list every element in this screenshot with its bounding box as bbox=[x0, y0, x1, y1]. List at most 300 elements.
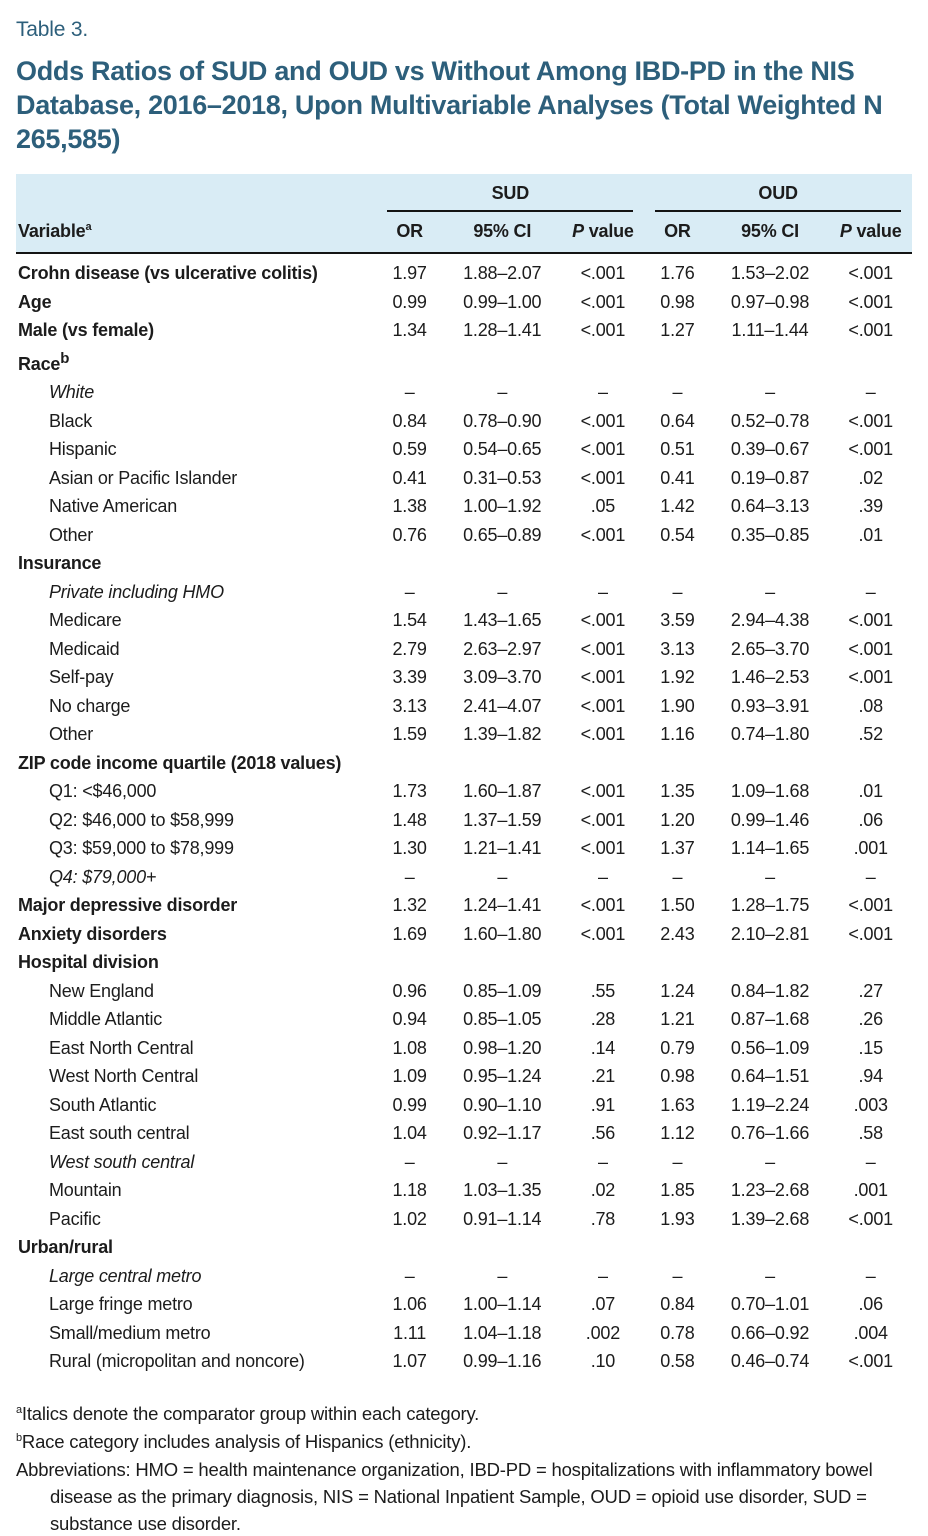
row-label: Q2: $46,000 to $58,999 bbox=[49, 809, 234, 830]
cell-value: <.001 bbox=[848, 895, 893, 915]
group-header-row bbox=[16, 174, 912, 212]
cell-value: 0.78 bbox=[660, 1322, 695, 1343]
cell-value: – bbox=[404, 1265, 415, 1286]
table-row bbox=[16, 464, 912, 493]
table-row bbox=[16, 521, 912, 550]
row-label: Medicaid bbox=[49, 638, 120, 659]
row-label: East North Central bbox=[49, 1037, 194, 1058]
row-label: Age bbox=[18, 291, 52, 312]
cell-value: .26 bbox=[858, 1009, 883, 1029]
cell-value bbox=[711, 345, 830, 379]
cell-value: – bbox=[672, 866, 683, 887]
cell-value bbox=[829, 345, 912, 379]
cell-value: <.001 bbox=[848, 1208, 893, 1229]
cell-value: 1.11–1.44 bbox=[731, 320, 809, 340]
cell-value: 0.92–1.17 bbox=[463, 1123, 542, 1143]
cell-value: <.001 bbox=[580, 809, 626, 830]
row-label: Q1: <$46,000 bbox=[49, 781, 157, 801]
table-header bbox=[16, 174, 912, 253]
cell-value: 0.64–3.13 bbox=[730, 496, 810, 516]
cell-value: .004 bbox=[853, 1322, 888, 1343]
cell-value: 1.24–1.41 bbox=[463, 895, 542, 915]
column-header-oud-pvalue: P value bbox=[829, 212, 912, 253]
cell-value: 2.10–2.81 bbox=[730, 923, 810, 944]
cell-value: 0.64–1.51 bbox=[730, 1066, 810, 1086]
cell-value: 1.93 bbox=[660, 1208, 695, 1229]
row-label: White bbox=[49, 382, 95, 402]
cell-value: 1.00–1.92 bbox=[463, 496, 542, 516]
cell-value: <.001 bbox=[848, 410, 893, 431]
cell-value: 0.85–1.09 bbox=[463, 980, 542, 1001]
column-header-oud-or: OR bbox=[644, 212, 710, 253]
cell-value bbox=[376, 749, 442, 778]
cell-value: <.001 bbox=[580, 467, 626, 488]
cell-value: 0.91–1.14 bbox=[463, 1208, 542, 1229]
column-header-sud-pvalue: P value bbox=[562, 212, 645, 253]
cell-value: 1.39–2.68 bbox=[730, 1208, 810, 1229]
cell-value: .15 bbox=[858, 1037, 883, 1058]
cell-value: .28 bbox=[590, 1009, 616, 1029]
table-row bbox=[16, 920, 912, 949]
cell-value: <.001 bbox=[580, 439, 626, 459]
cell-value: .10 bbox=[590, 1351, 616, 1371]
cell-value: 0.65–0.89 bbox=[463, 524, 542, 545]
cell-value bbox=[711, 749, 830, 778]
cell-value bbox=[443, 549, 562, 578]
cell-value: <.001 bbox=[580, 895, 626, 915]
table-row bbox=[16, 316, 912, 345]
cell-value: 0.31–0.53 bbox=[463, 467, 542, 488]
table-row bbox=[16, 1091, 912, 1120]
cell-value: 0.51 bbox=[660, 439, 695, 459]
cell-value bbox=[376, 948, 442, 977]
cell-value: – bbox=[865, 382, 876, 402]
cell-value: .56 bbox=[590, 1123, 616, 1143]
row-label: South Atlantic bbox=[49, 1094, 157, 1115]
cell-value: .02 bbox=[590, 1180, 616, 1200]
cell-value: 0.90–1.10 bbox=[463, 1094, 542, 1115]
cell-value: 1.14–1.65 bbox=[730, 838, 810, 858]
cell-value: .94 bbox=[858, 1066, 883, 1086]
cell-value: 1.63 bbox=[660, 1094, 695, 1115]
cell-value: .002 bbox=[585, 1322, 621, 1343]
cell-value: 1.06 bbox=[392, 1294, 427, 1314]
cell-value: 0.96 bbox=[392, 980, 427, 1001]
cell-value: 2.79 bbox=[392, 638, 427, 659]
cell-value: 0.64 bbox=[660, 410, 695, 431]
column-header-variable: Variable$^a$ bbox=[16, 212, 376, 253]
cell-value: .06 bbox=[858, 1294, 883, 1314]
cell-value: 0.84 bbox=[660, 1294, 695, 1314]
cell-value: 0.99 bbox=[392, 1094, 427, 1115]
cell-value: 2.65–3.70 bbox=[730, 638, 810, 659]
row-label: Urban/rural bbox=[18, 1237, 113, 1257]
cell-value: .003 bbox=[853, 1094, 888, 1115]
row-label: Black bbox=[49, 410, 93, 431]
group-header-spacer bbox=[16, 174, 376, 212]
cell-value: 1.85 bbox=[660, 1180, 695, 1200]
cell-value: 1.04–1.18 bbox=[463, 1322, 542, 1343]
cell-value: 0.54–0.65 bbox=[463, 439, 542, 459]
table-row bbox=[16, 407, 912, 436]
cell-value: – bbox=[598, 866, 608, 887]
table-row bbox=[16, 1262, 912, 1291]
cell-value: 0.41 bbox=[660, 467, 695, 488]
cell-value: <.001 bbox=[848, 638, 893, 659]
table-row bbox=[16, 948, 912, 977]
row-label: Medicare bbox=[49, 610, 122, 630]
cell-value: 1.28–1.41 bbox=[463, 320, 542, 340]
cell-value: .58 bbox=[858, 1123, 883, 1143]
cell-value bbox=[443, 1233, 562, 1262]
cell-value: – bbox=[865, 1151, 876, 1172]
cell-value: 1.11 bbox=[393, 1322, 427, 1343]
cell-value: 3.39 bbox=[392, 667, 427, 687]
cell-value: 1.20 bbox=[660, 809, 695, 830]
cell-value: 0.70–1.01 bbox=[730, 1294, 810, 1314]
cell-value: 0.39–0.67 bbox=[730, 439, 810, 459]
cell-value: 1.12 bbox=[660, 1123, 695, 1143]
table-row bbox=[16, 692, 912, 721]
cell-value: – bbox=[865, 866, 876, 887]
row-label: Asian or Pacific Islander bbox=[49, 467, 238, 488]
cell-value: 1.27 bbox=[660, 320, 695, 340]
cell-value: 1.37 bbox=[660, 838, 695, 858]
cell-value: 0.87–1.68 bbox=[730, 1009, 810, 1029]
cell-value: 0.76–1.66 bbox=[730, 1123, 810, 1143]
cell-value: 0.93–3.91 bbox=[730, 695, 810, 716]
footnote-a-marker: a bbox=[16, 1403, 22, 1416]
cell-value: 0.99 bbox=[392, 291, 427, 312]
cell-value: – bbox=[672, 1265, 683, 1286]
cell-value: 1.03–1.35 bbox=[463, 1180, 542, 1200]
cell-value: 1.09 bbox=[392, 1066, 427, 1086]
cell-value bbox=[711, 1233, 830, 1262]
cell-value: 0.78–0.90 bbox=[463, 410, 542, 431]
cell-value: 0.74–1.80 bbox=[730, 724, 810, 744]
cell-value: 1.30 bbox=[392, 838, 427, 858]
cell-value: 0.85–1.05 bbox=[463, 1009, 542, 1029]
cell-value: 0.35–0.85 bbox=[730, 524, 810, 545]
cell-value: <.001 bbox=[580, 410, 626, 431]
row-footnote-marker: b bbox=[60, 349, 70, 367]
row-label: Other bbox=[49, 724, 94, 744]
table-row bbox=[16, 1319, 912, 1348]
cell-value: <.001 bbox=[848, 1351, 893, 1371]
row-label: West south central bbox=[49, 1151, 195, 1172]
cell-value: 1.04 bbox=[392, 1123, 427, 1143]
cell-value: 1.42 bbox=[660, 496, 695, 516]
cell-value: 0.52–0.78 bbox=[730, 410, 810, 431]
row-label: Hispanic bbox=[49, 439, 117, 459]
cell-value: <.001 bbox=[580, 524, 626, 545]
cell-value: <.001 bbox=[580, 923, 626, 944]
table-row bbox=[16, 777, 912, 806]
cell-value bbox=[376, 345, 442, 379]
row-label: Large fringe metro bbox=[49, 1294, 193, 1314]
cell-value: 1.16 bbox=[660, 724, 695, 744]
cell-value: 1.60–1.87 bbox=[463, 781, 542, 801]
cell-value: 1.32 bbox=[392, 895, 427, 915]
cell-value: 0.54 bbox=[660, 524, 695, 545]
row-label: Middle Atlantic bbox=[49, 1009, 163, 1029]
cell-value: – bbox=[497, 1151, 508, 1172]
cell-value: 0.66–0.92 bbox=[730, 1322, 810, 1343]
column-header-sud-or: OR bbox=[376, 212, 442, 253]
row-label: No charge bbox=[49, 695, 131, 716]
footnote-abbreviations: Abbreviations: HMO = health maintenance organization, IBD-PD = hospitalizations with inflammatory bowel disease as the primary diagnosis, NIS = National Inpatient Sample, OUD = opioid use disorder, SUD = substance use disorder. bbox=[16, 1458, 873, 1534]
table-row bbox=[16, 1062, 912, 1091]
table-row bbox=[16, 378, 912, 407]
cell-value: 3.59 bbox=[660, 610, 695, 630]
cell-value bbox=[644, 749, 710, 778]
cell-value: <.001 bbox=[580, 695, 626, 716]
cell-value: – bbox=[404, 866, 415, 887]
table-row bbox=[16, 549, 912, 578]
cell-value: .001 bbox=[853, 1180, 888, 1200]
cell-value: 0.97–0.98 bbox=[730, 291, 810, 312]
cell-value bbox=[829, 749, 912, 778]
column-header-sud-ci: 95% CI bbox=[443, 212, 562, 253]
cell-value: 1.60–1.80 bbox=[463, 923, 542, 944]
cell-value: – bbox=[404, 581, 415, 602]
cell-value bbox=[443, 948, 562, 977]
cell-value: 1.21 bbox=[660, 1009, 695, 1029]
cell-value: 1.18 bbox=[392, 1180, 427, 1200]
cell-value: <.001 bbox=[848, 923, 893, 944]
cell-value: 1.37–1.59 bbox=[463, 809, 542, 830]
cell-value: 1.34 bbox=[392, 320, 427, 340]
cell-value: .21 bbox=[590, 1066, 616, 1086]
cell-value: 0.99–1.00 bbox=[463, 291, 542, 312]
row-label: Private including HMO bbox=[49, 581, 224, 602]
cell-value: .06 bbox=[858, 809, 883, 830]
cell-value: <.001 bbox=[848, 610, 893, 630]
table-row bbox=[16, 1148, 912, 1177]
table-row bbox=[16, 749, 912, 778]
row-label: Anxiety disorders bbox=[18, 923, 167, 944]
row-label: Native American bbox=[49, 496, 178, 516]
row-label: Hospital division bbox=[18, 952, 159, 972]
cell-value: 1.48 bbox=[392, 809, 427, 830]
footnote-a: $^a$Italics denote the comparator group within each category. bbox=[16, 1402, 480, 1424]
cell-value bbox=[443, 749, 562, 778]
footnotes-section bbox=[16, 1400, 912, 1536]
cell-value: 1.23–2.68 bbox=[730, 1180, 810, 1200]
cell-value: 0.46–0.74 bbox=[730, 1351, 810, 1371]
cell-value bbox=[562, 948, 645, 977]
group-header-oud: OUD bbox=[644, 174, 912, 212]
cell-value: 1.00–1.14 bbox=[463, 1294, 542, 1314]
cell-value: 2.94–4.38 bbox=[730, 610, 810, 630]
row-label: West North Central bbox=[49, 1066, 199, 1086]
cell-value: <.001 bbox=[580, 667, 626, 687]
table-row bbox=[16, 1347, 912, 1376]
cell-value: .08 bbox=[858, 695, 883, 716]
footnote-b-marker: b bbox=[16, 1431, 22, 1444]
cell-value: 0.98 bbox=[660, 1066, 695, 1086]
table-row bbox=[16, 1205, 912, 1234]
cell-value: 1.07 bbox=[392, 1351, 427, 1371]
row-label: Small/medium metro bbox=[49, 1322, 211, 1343]
row-label: Large central metro bbox=[49, 1265, 202, 1286]
cell-value: .52 bbox=[858, 724, 883, 744]
cell-value: 0.19–0.87 bbox=[730, 467, 810, 488]
cell-value: <.001 bbox=[580, 838, 626, 858]
cell-value bbox=[644, 549, 710, 578]
cell-value: .01 bbox=[858, 524, 883, 545]
cell-value bbox=[711, 948, 830, 977]
row-label: Male (vs female) bbox=[18, 320, 154, 340]
row-label: Mountain bbox=[49, 1180, 122, 1200]
row-label: Race$^b$ bbox=[18, 349, 70, 374]
cell-value: – bbox=[672, 1151, 683, 1172]
table-row bbox=[16, 1034, 912, 1063]
cell-value: 1.73 bbox=[392, 781, 427, 801]
cell-value: 0.59 bbox=[392, 439, 427, 459]
cell-value: <.001 bbox=[580, 781, 626, 801]
cell-value bbox=[562, 749, 645, 778]
cell-value: – bbox=[598, 1151, 608, 1172]
cell-value: 1.35 bbox=[660, 781, 695, 801]
cell-value: .05 bbox=[590, 496, 616, 516]
cell-value bbox=[376, 1233, 442, 1262]
cell-value: 0.84 bbox=[392, 410, 427, 431]
cell-value: <.001 bbox=[580, 263, 626, 283]
cell-value bbox=[644, 345, 710, 379]
cell-value: .01 bbox=[858, 781, 883, 801]
cell-value bbox=[829, 948, 912, 977]
cell-value: 2.43 bbox=[660, 923, 695, 944]
cell-value: 0.58 bbox=[660, 1351, 695, 1371]
row-label: Rural (micropolitan and noncore) bbox=[49, 1351, 305, 1371]
footnote-b: $^b$Race category includes analysis of Hispanics (ethnicity). bbox=[16, 1430, 472, 1452]
column-header-oud-ci: 95% CI bbox=[711, 212, 830, 253]
cell-value bbox=[711, 549, 830, 578]
cell-value: – bbox=[765, 1151, 775, 1172]
cell-value: – bbox=[672, 581, 683, 602]
cell-value: 1.76 bbox=[660, 263, 695, 283]
table-row bbox=[16, 806, 912, 835]
cell-value: 1.02 bbox=[392, 1208, 427, 1229]
cell-value bbox=[829, 549, 912, 578]
table-row bbox=[16, 891, 912, 920]
row-label: Major depressive disorder bbox=[18, 895, 238, 915]
table-row bbox=[16, 435, 912, 464]
cell-value bbox=[562, 1233, 645, 1262]
cell-value: 0.79 bbox=[660, 1037, 695, 1058]
cell-value: 1.54 bbox=[392, 610, 427, 630]
cell-value: .39 bbox=[858, 496, 883, 516]
cell-value: 1.46–2.53 bbox=[730, 667, 810, 687]
cell-value: 0.56–1.09 bbox=[730, 1037, 810, 1058]
cell-value: 1.53–2.02 bbox=[730, 263, 810, 283]
cell-value: – bbox=[672, 382, 683, 402]
cell-value: – bbox=[404, 382, 415, 402]
cell-value: – bbox=[497, 866, 508, 887]
cell-value: – bbox=[865, 1265, 876, 1286]
table-row bbox=[16, 635, 912, 664]
cell-value: 1.38 bbox=[392, 496, 427, 516]
cell-value: <.001 bbox=[848, 263, 893, 283]
row-label: East south central bbox=[49, 1123, 190, 1143]
cell-value: – bbox=[497, 382, 508, 402]
cell-value bbox=[562, 345, 645, 379]
table-row bbox=[16, 834, 912, 863]
cell-value: .14 bbox=[590, 1037, 616, 1058]
cell-value: <.001 bbox=[580, 320, 626, 340]
table-row bbox=[16, 863, 912, 892]
cell-value: 1.69 bbox=[392, 923, 427, 944]
cell-value: – bbox=[598, 1265, 608, 1286]
cell-value: 0.76 bbox=[392, 524, 427, 545]
cell-value: – bbox=[765, 581, 775, 602]
cell-value: – bbox=[497, 581, 508, 602]
row-label: Crohn disease (vs ulcerative colitis) bbox=[18, 263, 318, 283]
cell-value: 3.13 bbox=[392, 695, 427, 716]
table-row bbox=[16, 492, 912, 521]
cell-value: – bbox=[598, 382, 608, 402]
cell-value bbox=[644, 948, 710, 977]
table-number-label: Table 3. bbox=[16, 18, 88, 41]
cell-value: <.001 bbox=[580, 610, 626, 630]
cell-value: .78 bbox=[590, 1208, 616, 1229]
cell-value: 0.98–1.20 bbox=[463, 1037, 542, 1058]
cell-value: 1.21–1.41 bbox=[463, 838, 542, 858]
cell-value: – bbox=[598, 581, 608, 602]
cell-value bbox=[829, 1233, 912, 1262]
cell-value: 1.24 bbox=[660, 980, 695, 1001]
table-row bbox=[16, 578, 912, 607]
cell-value: 1.97 bbox=[392, 263, 427, 283]
cell-value: – bbox=[404, 1151, 415, 1172]
cell-value: – bbox=[497, 1265, 508, 1286]
cell-value bbox=[443, 345, 562, 379]
cell-value: – bbox=[765, 382, 775, 402]
cell-value: .001 bbox=[853, 838, 888, 858]
cell-value: 1.88–2.07 bbox=[463, 263, 542, 283]
cell-value: 0.99–1.16 bbox=[463, 1351, 542, 1371]
cell-value: 3.13 bbox=[660, 638, 695, 659]
row-label: Self-pay bbox=[49, 667, 114, 687]
cell-value: <.001 bbox=[580, 638, 626, 659]
cell-value: 1.19–2.24 bbox=[730, 1094, 810, 1115]
table-row bbox=[16, 345, 912, 379]
row-label: Insurance bbox=[18, 553, 102, 573]
cell-value: .55 bbox=[590, 980, 616, 1001]
cell-value: 1.90 bbox=[660, 695, 695, 716]
cell-value: .91 bbox=[590, 1094, 616, 1115]
table-row bbox=[16, 288, 912, 317]
cell-value: 1.09–1.68 bbox=[730, 781, 810, 801]
row-label: Q4: $79,000+ bbox=[49, 866, 157, 887]
cell-value bbox=[644, 1233, 710, 1262]
row-label: Q3: $59,000 to $78,999 bbox=[49, 838, 234, 858]
table-row bbox=[16, 1005, 912, 1034]
table-row bbox=[16, 1233, 912, 1262]
cell-value: – bbox=[865, 581, 876, 602]
cell-value: 0.99–1.46 bbox=[730, 809, 810, 830]
row-label: ZIP code income quartile (2018 values) bbox=[18, 752, 342, 773]
cell-value: 2.63–2.97 bbox=[463, 638, 542, 659]
row-label: New England bbox=[49, 980, 154, 1001]
cell-value: <.001 bbox=[848, 439, 893, 459]
table-row bbox=[16, 977, 912, 1006]
cell-value: .07 bbox=[590, 1294, 616, 1314]
cell-value: 2.41–4.07 bbox=[463, 695, 542, 716]
cell-value: .02 bbox=[858, 467, 883, 488]
table-row bbox=[16, 606, 912, 635]
